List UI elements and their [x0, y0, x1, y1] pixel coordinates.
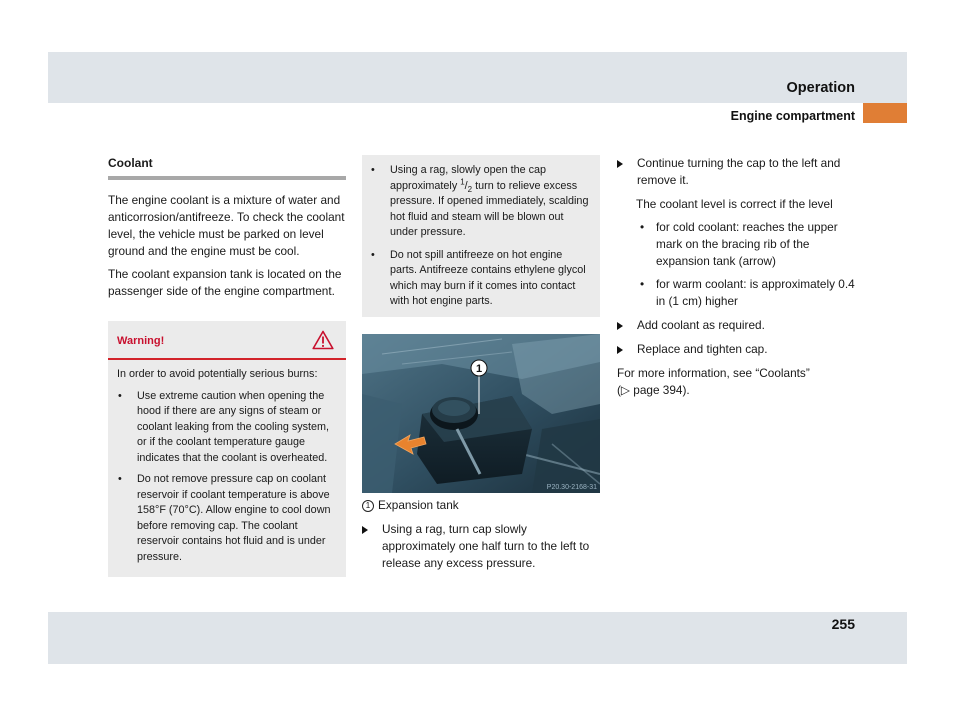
step-arrow-icon — [617, 346, 623, 354]
footer-band — [48, 612, 907, 664]
expansion-tank-illustration — [362, 334, 600, 493]
left-column — [108, 155, 346, 577]
warning-box — [108, 321, 346, 577]
level-bullet: • for cold coolant: reaches the upper mark on the bracing rib of the expansion tank (arrow) — [640, 220, 838, 268]
instruction-step: Replace and tighten cap. — [617, 341, 855, 358]
step-arrow-icon — [617, 322, 623, 330]
more-info-text: For more information, see “Coolants” — [617, 366, 810, 380]
warning-bullet: • Use extreme caution when opening the hood if there are any signs of steam or coolant leaking from the cooling system, or if the coolant temperature gauge indicates that the coolant is overheated. — [118, 389, 330, 464]
warning-bullet: • Do not remove pressure cap on coolant reservoir if coolant temperature is above 158°F (70°C). Allow engine to cool down before removing cap. The coolant reservoir contains hot fluid and is under pressure. — [118, 473, 331, 563]
figure-code: P20.30-2168-31 — [546, 484, 597, 491]
warning-intro: In order to avoid potentially serious burns: — [117, 368, 318, 380]
warning-triangle-icon — [312, 330, 334, 350]
subsection-title: Engine compartment — [730, 109, 855, 123]
caution-note-box — [362, 155, 600, 317]
page-number: 255 — [831, 616, 855, 632]
right-column — [617, 155, 855, 399]
coolant-heading: Coolant — [108, 155, 346, 180]
header-band — [48, 52, 907, 103]
intro-paragraph: The engine coolant is a mixture of water and anticorrosion/antifreeze. To check the coolant level, the vehicle must be parked on level ground and the engine must be cool. — [108, 193, 345, 258]
page-reference-link[interactable]: (▷ page 394). — [617, 383, 690, 397]
warning-title: Warning! — [117, 335, 165, 347]
warning-header — [108, 321, 346, 360]
caption-text: Expansion tank — [378, 498, 459, 512]
level-bullet: • for warm coolant: is approximately 0.4 in (1 cm) higher — [640, 277, 855, 308]
note-bullet: • Do not spill antifreeze on hot engine parts. Antifreeze contains ethylene glycol which may burn if it comes into contact with hot engine parts. — [371, 248, 586, 307]
instruction-step: Add coolant as required. — [617, 317, 855, 334]
section-tab-marker — [863, 103, 907, 123]
middle-steps — [362, 521, 600, 572]
level-intro: The coolant level is correct if the level — [636, 197, 833, 211]
step-arrow-icon — [362, 526, 368, 534]
figure-callout-1: 1 — [475, 363, 483, 375]
figure-caption — [362, 497, 459, 514]
instruction-step: Using a rag, turn cap slowly approximately one half turn to the left to release any excess pressure. — [362, 521, 600, 572]
section-title: Operation — [786, 80, 855, 96]
engine-compartment-photo — [362, 334, 600, 493]
caption-number-badge: 1 — [362, 500, 374, 512]
middle-column — [362, 155, 600, 317]
location-paragraph: The coolant expansion tank is located on the passenger side of the engine compartment. — [108, 267, 342, 298]
instruction-step: Continue turning the cap to the left and remove it. — [617, 155, 855, 189]
step-arrow-icon — [617, 160, 623, 168]
note-bullet: • Using a rag, slowly open the cap approximately $^1/_2$ turn to relieve excess pressure. If opened immediately, scalding hot fluid and steam will be blown out under pressure. — [371, 164, 589, 238]
